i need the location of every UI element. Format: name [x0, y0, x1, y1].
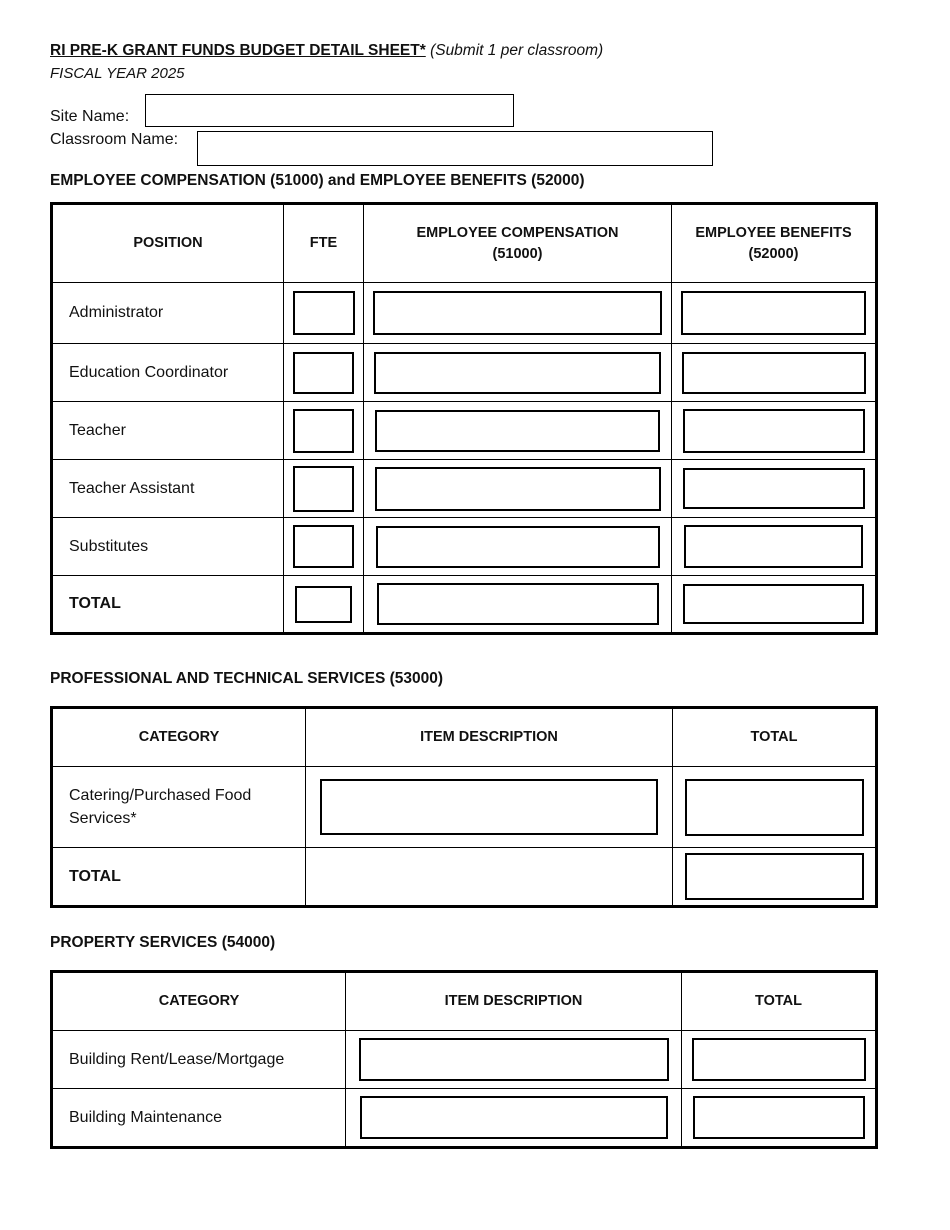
row-label-building-maintenance: Building Maintenance [52, 1089, 346, 1148]
employee-section-title: EMPLOYEE COMPENSATION (51000) and EMPLOYEE BENEFITS (52000) [50, 172, 585, 189]
row-label-administrator: Administrator [52, 283, 284, 344]
row-label-substitutes: Substitutes [52, 518, 284, 576]
table-row [52, 576, 877, 634]
category-header: CATEGORY [52, 708, 306, 767]
title-text: RI PRE-K GRANT FUNDS BUDGET DETAIL SHEET* [50, 42, 426, 59]
row-label-catering [52, 767, 306, 848]
professional-section-title: PROFESSIONAL AND TECHNICAL SERVICES (53000) [50, 670, 444, 687]
compensation-input-education-coordinator[interactable] [374, 352, 661, 394]
table-row [52, 344, 877, 402]
compensation-input-substitutes[interactable] [376, 526, 660, 568]
benefits-input-teacher[interactable] [683, 409, 865, 453]
benefits-header-line1: EMPLOYEE BENEFITS [695, 224, 852, 241]
table-row [52, 767, 877, 848]
property-table [50, 970, 878, 1149]
benefits-input-teacher-assistant[interactable] [683, 468, 865, 509]
benefits-header [672, 204, 877, 283]
benefits-header-line2: (52000) [748, 245, 799, 262]
row-label-teacher: Teacher [52, 402, 284, 460]
catering-total-input[interactable] [685, 779, 864, 836]
row-label-education-coordinator: Education Coordinator [52, 344, 284, 402]
employee-table [50, 202, 878, 635]
benefits-input-education-coordinator[interactable] [682, 352, 866, 394]
form-title [50, 42, 603, 60]
fte-header: FTE [284, 204, 364, 283]
fiscal-year: FISCAL YEAR 2025 [50, 65, 185, 82]
compensation-input-teacher[interactable] [375, 410, 660, 452]
compensation-header-line1: EMPLOYEE COMPENSATION [416, 224, 619, 241]
site-name-label: Site Name: [50, 108, 130, 125]
property-item-description-header: ITEM DESCRIPTION [346, 972, 682, 1031]
fte-input-administrator[interactable] [293, 291, 355, 335]
empty-description-cell [306, 848, 673, 907]
compensation-input-total[interactable] [377, 583, 659, 625]
fte-input-teacher-assistant[interactable] [293, 466, 354, 512]
fte-input-teacher[interactable] [293, 409, 354, 453]
site-name-input[interactable] [145, 94, 514, 127]
table-row [52, 1031, 877, 1089]
property-header-row [52, 972, 877, 1031]
compensation-header-line2: (51000) [492, 245, 543, 262]
table-row [52, 518, 877, 576]
building-maintenance-description-input[interactable] [360, 1096, 668, 1139]
compensation-input-teacher-assistant[interactable] [375, 467, 661, 511]
professional-header-row [52, 708, 877, 767]
catering-label-line2: Services* [69, 810, 137, 827]
building-rent-total-input[interactable] [692, 1038, 866, 1081]
table-row [52, 402, 877, 460]
classroom-name-label: Classroom Name: [50, 131, 179, 148]
table-row [52, 1089, 877, 1148]
table-row [52, 460, 877, 518]
title-subtitle: (Submit 1 per classroom) [430, 42, 604, 59]
professional-total-input[interactable] [685, 853, 864, 900]
building-rent-description-input[interactable] [359, 1038, 669, 1081]
fte-input-substitutes[interactable] [293, 525, 354, 568]
catering-label-line1: Catering/Purchased Food [69, 787, 252, 804]
table-row [52, 283, 877, 344]
row-label-building-rent: Building Rent/Lease/Mortgage [52, 1031, 346, 1089]
employee-header-row [52, 204, 877, 283]
benefits-input-administrator[interactable] [681, 291, 866, 335]
item-description-header: ITEM DESCRIPTION [306, 708, 673, 767]
catering-description-input[interactable] [320, 779, 658, 835]
fte-input-total[interactable] [295, 586, 352, 623]
compensation-input-administrator[interactable] [373, 291, 662, 335]
professional-table [50, 706, 878, 908]
position-header: POSITION [52, 204, 284, 283]
row-label-professional-total: TOTAL [52, 848, 306, 907]
fte-input-education-coordinator[interactable] [293, 352, 354, 394]
property-total-header: TOTAL [682, 972, 877, 1031]
row-label-total: TOTAL [52, 576, 284, 634]
table-row [52, 848, 877, 907]
building-maintenance-total-input[interactable] [693, 1096, 865, 1139]
classroom-name-input[interactable] [197, 131, 713, 166]
benefits-input-substitutes[interactable] [684, 525, 863, 568]
row-label-teacher-assistant: Teacher Assistant [52, 460, 284, 518]
property-section-title: PROPERTY SERVICES (54000) [50, 934, 276, 951]
property-category-header: CATEGORY [52, 972, 346, 1031]
compensation-header [364, 204, 672, 283]
total-header: TOTAL [673, 708, 877, 767]
benefits-input-total[interactable] [683, 584, 864, 624]
